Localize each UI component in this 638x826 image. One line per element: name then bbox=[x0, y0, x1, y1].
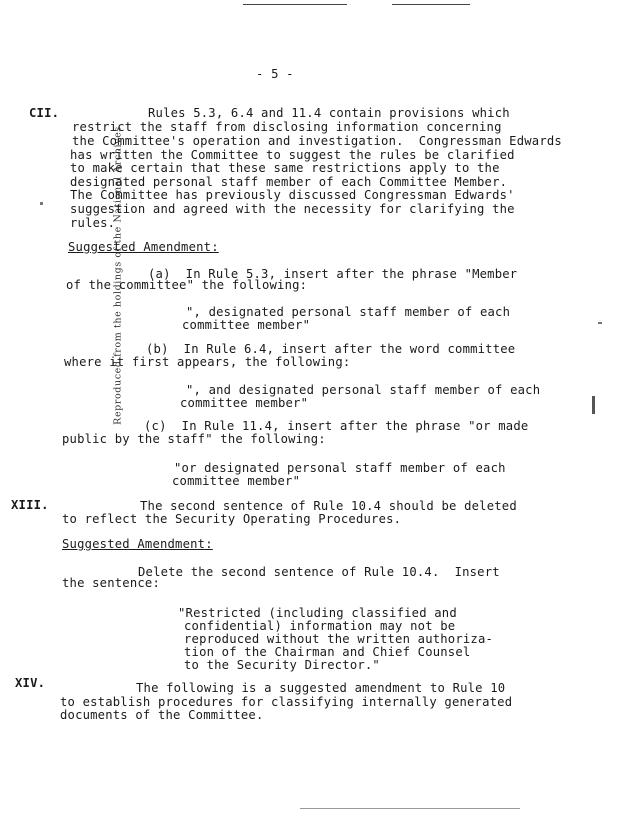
body-line: to make certain that these same restrictions apply to the bbox=[70, 161, 500, 175]
suggested-amendment-heading: Suggested Amendment: bbox=[62, 537, 213, 551]
body-line: The Committee has previously discussed Congressman Edwards' bbox=[70, 188, 515, 202]
section-number: CII. bbox=[29, 106, 60, 120]
quoted-insert-line: committee member" bbox=[172, 474, 301, 488]
amendment-item-line: (a) In Rule 5.3, insert after the phrase "Member bbox=[148, 267, 518, 281]
body-line: to reflect the Security Operating Procedures. bbox=[62, 512, 402, 526]
quoted-sentence-line: tion of the Chairman and Chief Counsel bbox=[184, 645, 471, 659]
body-line: documents of the Committee. bbox=[60, 708, 264, 722]
amendment-instruction-line: Delete the second sentence of Rule 10.4. Insert bbox=[138, 565, 500, 579]
amendment-item-line: where it first appears, the following: bbox=[64, 355, 351, 369]
quoted-sentence-line: reproduced without the written authoriza- bbox=[184, 632, 494, 646]
body-line: suggestion and agreed with the necessity for clarifying the bbox=[70, 202, 515, 216]
body-line: rules. bbox=[70, 216, 116, 230]
bottom-scan-line bbox=[300, 808, 520, 809]
body-line: the Committee's operation and investigation. Congressman Edwards bbox=[72, 134, 562, 148]
margin-archives-note: Reproduced from the holdings of the National Archives bbox=[112, 126, 124, 425]
body-line: The following is a suggested amendment to Rule 10 bbox=[136, 681, 506, 695]
section-number: XIV. bbox=[15, 676, 46, 690]
amendment-item-line: (c) In Rule 11.4, insert after the phrase "or made bbox=[144, 419, 529, 433]
section-number: XIII. bbox=[11, 498, 49, 512]
body-line: to establish procedures for classifying internally generated bbox=[60, 695, 513, 709]
amendment-item-line: of the committee" the following: bbox=[66, 278, 308, 292]
amendment-instruction-line: the sentence: bbox=[62, 576, 160, 590]
body-line: has written the Committee to suggest the rules be clarified bbox=[70, 148, 515, 162]
page-number: - 5 - bbox=[256, 67, 294, 81]
body-line: Rules 5.3, 6.4 and 11.4 contain provisions which bbox=[148, 106, 510, 120]
body-line: The second sentence of Rule 10.4 should be deleted bbox=[140, 499, 517, 513]
amendment-item-line: (b) In Rule 6.4, insert after the word committee bbox=[146, 342, 516, 356]
quoted-sentence-line: to the Security Director." bbox=[184, 658, 380, 672]
top-scan-line bbox=[243, 4, 347, 5]
quoted-insert-line: committee member" bbox=[180, 396, 309, 410]
body-line: restrict the staff from disclosing information concerning bbox=[72, 120, 502, 134]
scan-speck bbox=[592, 396, 595, 414]
amendment-item-line: public by the staff" the following: bbox=[62, 432, 326, 446]
suggested-amendment-heading: Suggested Amendment: bbox=[68, 240, 219, 254]
quoted-insert-line: ", and designated personal staff member of each bbox=[186, 383, 541, 397]
quoted-insert-line: committee member" bbox=[182, 318, 311, 332]
scan-speck bbox=[40, 202, 43, 205]
quoted-insert-line: "or designated personal staff member of each bbox=[174, 461, 506, 475]
quoted-insert-line: ", designated personal staff member of each bbox=[186, 305, 511, 319]
body-line: designated personal staff member of each Committee Member. bbox=[70, 175, 508, 189]
scan-speck bbox=[598, 322, 602, 324]
quoted-sentence-line: confidential) information may not be bbox=[184, 619, 456, 633]
quoted-sentence-line: "Restricted (including classified and bbox=[178, 606, 457, 620]
top-scan-line bbox=[392, 4, 470, 5]
